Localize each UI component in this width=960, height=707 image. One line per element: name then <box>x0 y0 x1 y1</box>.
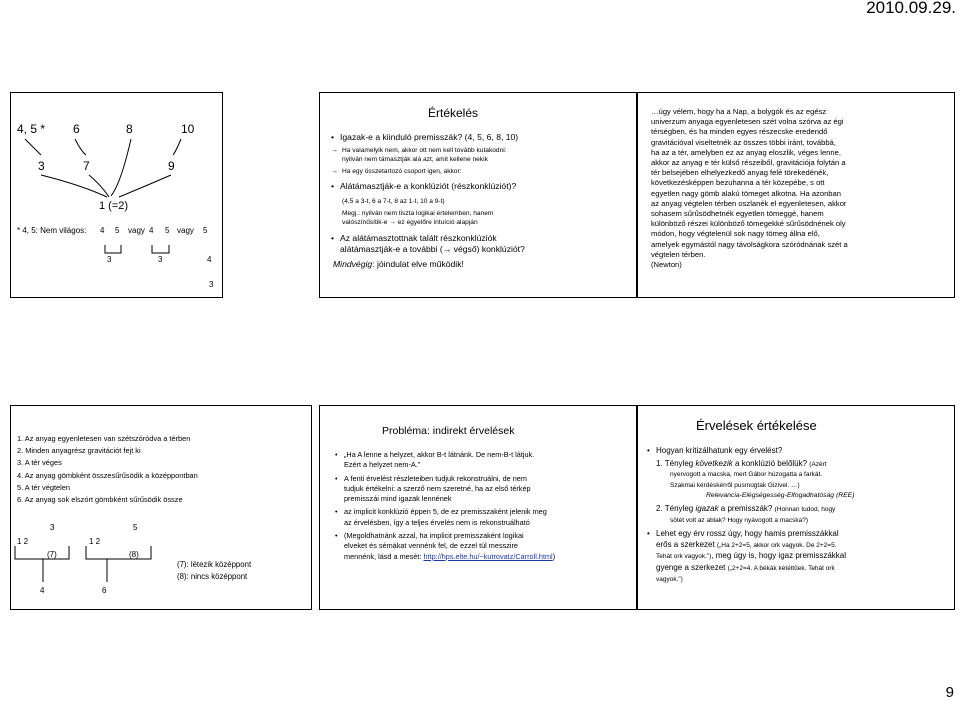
bullet-line-5: vagyok.”) <box>656 575 683 583</box>
map-opt-3a: 3 <box>107 255 112 264</box>
bullet-reconstruct-2: tudjuk értékelni: a szerző nem szeretné, ha az első térkép <box>344 483 531 493</box>
map-opt-3b: 3 <box>158 255 163 264</box>
premise-5: 5. A tér végtelen <box>17 482 71 492</box>
slide-argument-map <box>10 92 223 298</box>
map-opt-5a: 5 <box>115 226 120 235</box>
carroll-link[interactable]: http://hps.elte.hu/~kutrovatz/Carroll.html <box>423 551 553 561</box>
bullet-premises: • Igazak-e a kiinduló premisszák? (4, 5, 6, 8, 10) <box>340 132 518 143</box>
bullet-line-3: Tehát ork vagyok.”), meg úgy is, hogy igaz premisszákkal <box>656 551 847 561</box>
map-vagy-1: vagy <box>128 226 145 235</box>
map-node-6: 6 <box>73 122 80 136</box>
premise-2: 2. Minden anyagrész gravitációt fejt ki <box>17 446 141 456</box>
map-connectors <box>11 93 222 297</box>
slide5-body <box>344 450 555 562</box>
map-opt-5c: 5 <box>203 226 208 235</box>
pmap-7: (7) <box>47 550 57 559</box>
bullet-line-2: erős a szerkezet („Ha 2+2=5, akkor ork vagyok. De 2+2=5. <box>656 539 837 549</box>
quote-text: …úgy vélem, hogy ha a Nap, a bolygók és az egész univerzum anyaga egyenletesen szét volna szórva az égi térségben, és ha minden egyes részecske eredendő gravitációval viseltetnék az összes többi iránt, továbbá, ha az a tér, amelyben ez az anyag eloszlik, véges lenne, akkor az anyag e tér külső részeiből, gravitációja folytán a tér belsejében elhelyezkedő anyag felé törekedénék, következésképpen bezuhanna a tér közepébe, s ott egyetlen nagy gömb alakú tömeget alkotna. Ha azonban az anyag végtelen térben oszlanék el egyenletesen, akkor sohasem sűrűsödhetnék egyetlen tömeggé, hanem különböző részei különböző tömegekké sűrűsödnének oly módon, hogy végtelenül sok nagy tömeg állna elő, amelyek egymástól nagy távolságkora szóródnának szét a végtelen térben. (Newton) <box>651 107 848 270</box>
premise-3: 3. A tér véges <box>17 458 62 468</box>
sub-note-cont: valószínűsítik-e → ez egyelőre intuíció alapján <box>342 219 478 226</box>
item-true-example: sötét volt az ablak? Hogy nyávogott a macska?) <box>670 516 809 524</box>
map-node-1: 1 (=2) <box>99 200 129 212</box>
pmap-6: 6 <box>102 586 107 595</box>
bullet-line-4: gyenge a szerkezet („2+2=4. A békák kétéltűek. Tehát ork <box>656 562 835 572</box>
map-unclear-label: * 4, 5: Nem világos: <box>17 226 87 235</box>
pmap-8: (8) <box>129 550 139 559</box>
sub-if-yes: → Ha egy összetartozó csoport igen, akkor: <box>342 167 461 176</box>
item-follows-example-2: Szakmai kérdéskérről pusmogtak Gizivel. …) <box>670 481 800 489</box>
bullet-reconstruct: • A fenti érvelést részleteiben tudjuk rekonstruálni, de nem <box>344 474 555 484</box>
note-no-center: (8): nincs középpont <box>177 572 248 581</box>
bullet-implicit-2: az érvelésben, így a teljes érvelés nem is rekonstruálható <box>344 517 530 527</box>
map-bottom-3: 3 <box>209 280 214 289</box>
bullet-solution: • (Megoldhatnánk azzal, ha implicit premisszaként logikai <box>344 531 555 541</box>
ree-label: Relevancia-Elégségesség-Elfogadhatóság (REE) <box>706 492 855 500</box>
map-node-10: 10 <box>181 122 195 136</box>
premise-6: 6. Az anyag sok elszórt gömbként sűrűsödik össze <box>17 495 183 505</box>
pmap-4: 4 <box>40 586 45 595</box>
charity-principle: Mindvégig: jóindulat elve működik! <box>333 259 464 269</box>
slide6-body <box>656 446 854 585</box>
bullet-quote: • „Ha A lenne a helyzet, akkor B-t látnánk. De nem-B-t látjuk. <box>344 450 555 460</box>
sub-note: Megj.: nyilván nem tiszta logikai értelemben, hanem <box>342 210 494 217</box>
pmap-connectors <box>11 406 311 609</box>
pmap-3: 3 <box>50 523 55 532</box>
slide-title: Probléma: indirekt érvelések <box>382 425 515 437</box>
map-node-7: 7 <box>83 159 90 173</box>
item-follows: 1. Tényleg következik a konklúzió belőlük? (Azért <box>656 458 827 468</box>
slide-title: Érvelések értékelése <box>696 418 817 433</box>
map-opt-4b: 4 <box>149 226 154 235</box>
premise-1: 1. Az anyag egyenletesen van szétszóródva a térben <box>17 434 191 443</box>
slide-evaluation <box>319 92 637 298</box>
header-date: 2010.09.29. <box>866 0 956 17</box>
page-number: 9 <box>945 684 954 701</box>
note-center-exists: (7): létezik középpont <box>177 560 252 569</box>
slide-argument-evaluation <box>637 405 955 610</box>
slide-newton-quote <box>637 92 955 298</box>
map-node-9: 9 <box>168 159 175 173</box>
map-vagy-2: vagy <box>177 226 194 235</box>
sub-if-not: → Ha valamelyik nem, akkor ott nem kell tovább kutakodni: <box>342 146 507 155</box>
bullet-subconclusions-cont: alátámasztják-e a további (→ végső) konklúziót? <box>340 244 525 254</box>
map-node-3: 3 <box>38 159 45 173</box>
pmap-1-2b: 1 2 <box>89 537 101 546</box>
bullet-quote-cont: Ezért a helyzet nem-A.” <box>344 460 421 470</box>
bullet-subconclusions: • Az alátámasztottnak talált részkonklúziók <box>340 233 497 244</box>
map-node-8: 8 <box>126 122 133 136</box>
sub-mapping: (4,5 a 3-t, 6 a 7-t, 8 az 1-t, 10 a 9-t) <box>342 198 445 205</box>
slide-title: Értékelés <box>428 106 479 120</box>
slide-premise-list <box>10 405 312 610</box>
bullet-implicit: • az implicit konklúzió éppen 5, de ez premisszaként jelenik meg <box>344 507 555 517</box>
map-opt-5b: 5 <box>165 226 170 235</box>
item-follows-example: nyervogott a macska, mert Gábor húzogatta a farkát. <box>670 471 823 479</box>
premise-4: 4. Az anyag gömbként összesűrűsödik a középpontban <box>17 470 198 480</box>
sub-if-not-cont: nyilván nem támasztják alá azt, amit kellene nekik <box>342 156 488 163</box>
question: • Hogyan kritizálhatunk egy érvelést? <box>656 446 854 457</box>
bullet-solution-3: mennénk, lásd a mesét: http://hps.elte.hu/~kutrovatz/Carroll.html) <box>344 551 556 561</box>
map-opt-4c: 4 <box>207 255 212 264</box>
bullet-support: • Alátámasztják-e a konklúziót (részkonklúziót)? <box>340 181 516 192</box>
pmap-1-2a: 1 2 <box>17 537 29 546</box>
bullet-false-premises: • Lehet egy érv rossz úgy, hogy hamis premisszákkal <box>656 529 854 540</box>
bullet-reconstruct-3: premisszái mind igazak lennének <box>344 494 452 504</box>
map-opt-4a: 4 <box>100 226 105 235</box>
map-node-4-5: 4, 5 * <box>17 122 46 136</box>
pmap-5: 5 <box>133 523 138 532</box>
item-true: 2. Tényleg igazak a premisszák? (Honnan tudod, hogy <box>656 503 836 513</box>
bullet-solution-2: elveket és sémákat vennénk fel, de ezzel túl messzire <box>344 541 518 551</box>
slide-indirect-arguments <box>319 405 637 610</box>
